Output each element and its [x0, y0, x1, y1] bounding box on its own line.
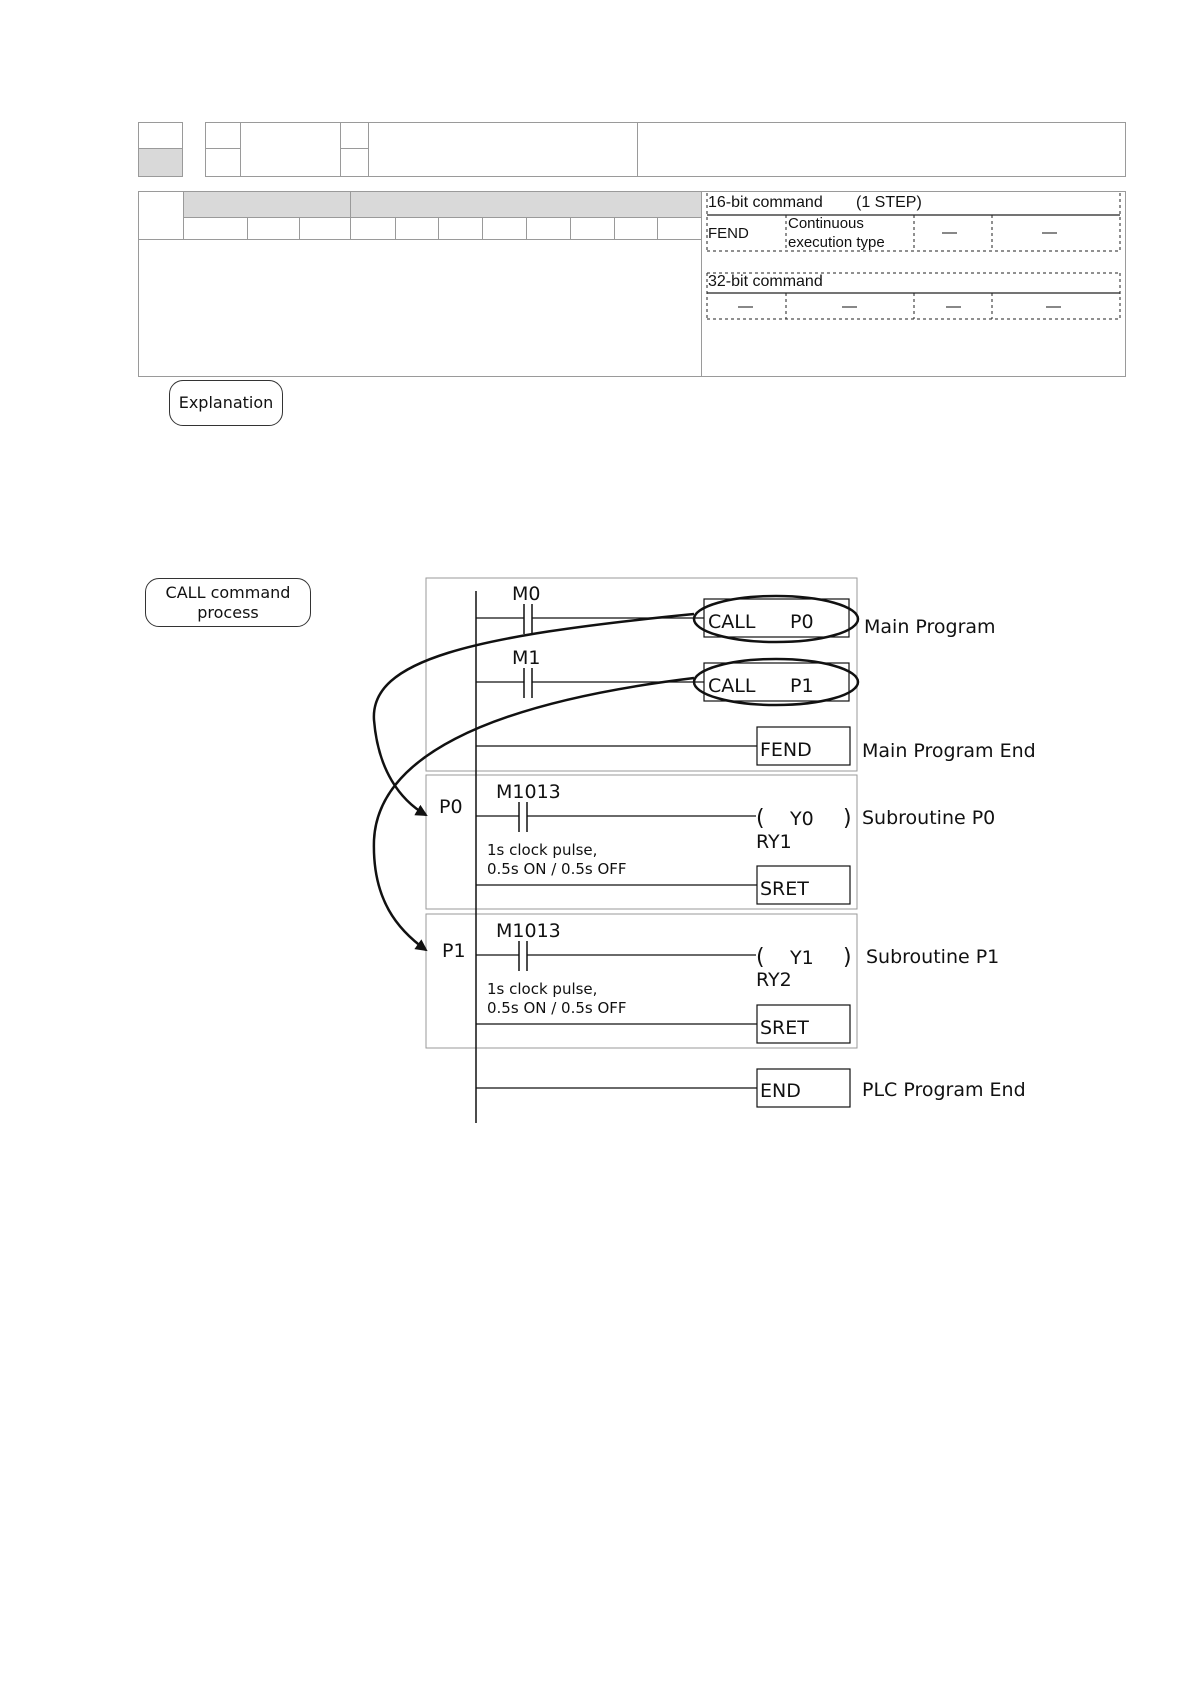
end-label: END [760, 1080, 801, 1102]
p0-coil-sub: RY1 [756, 831, 792, 853]
bit16-mnemonic: FEND [708, 225, 749, 242]
p1-coil-label: Y1 [790, 947, 814, 969]
explanation-label: Explanation [169, 380, 283, 426]
bit16-steps: (1 STEP) [856, 194, 922, 211]
bit16-exec-line2: execution type [788, 234, 885, 251]
main-program-end-label: Main Program End [862, 740, 1036, 762]
p1-coil-sub: RY2 [756, 969, 792, 991]
plc-program-end-label: PLC Program End [862, 1079, 1026, 1101]
call-process-line1: CALL command [165, 583, 291, 602]
p1-contact-label: M1013 [496, 920, 561, 942]
bit32-title: 32-bit command [708, 273, 823, 290]
subroutine-p1-label: Subroutine P1 [866, 946, 1000, 968]
subroutine-p0-label: Subroutine P0 [862, 807, 996, 829]
call-p1-arg: P1 [790, 675, 814, 697]
call-p0-label: CALL [708, 611, 756, 633]
bit16-exec-line1: Continuous [788, 215, 864, 232]
call-p0-arg: P0 [790, 611, 814, 633]
bit32-dash-1: — [738, 298, 753, 315]
bit16-title: 16-bit command [708, 194, 823, 211]
bit32-dash-4: — [1046, 298, 1061, 315]
main-program-label: Main Program [864, 616, 996, 638]
contact-m0-label: M0 [512, 583, 541, 605]
p1-coil-close: ) [843, 945, 852, 970]
fend-label: FEND [760, 739, 812, 761]
p1-pointer: P1 [442, 940, 466, 962]
p0-note-line1: 1s clock pulse, [487, 841, 598, 859]
call-process-line2: process [197, 603, 259, 622]
p0-coil-open: ( [756, 806, 765, 831]
bit16-dash-1: — [942, 224, 957, 241]
bit32-dash-2: — [842, 298, 857, 315]
sret-p1-label: SRET [760, 1017, 809, 1039]
p0-pointer: P0 [439, 796, 463, 818]
p1-note-line1: 1s clock pulse, [487, 980, 598, 998]
p0-note-line2: 0.5s ON / 0.5s OFF [487, 860, 627, 878]
p0-contact-label: M1013 [496, 781, 561, 803]
p0-coil-label: Y0 [790, 808, 814, 830]
p0-coil-close: ) [843, 806, 852, 831]
contact-m1-label: M1 [512, 647, 541, 669]
sret-p0-label: SRET [760, 878, 809, 900]
p1-note-line2: 0.5s ON / 0.5s OFF [487, 999, 627, 1017]
bit16-dash-2: — [1042, 224, 1057, 241]
bit32-dash-3: — [946, 298, 961, 315]
p1-coil-open: ( [756, 945, 765, 970]
call-p1-label: CALL [708, 675, 756, 697]
